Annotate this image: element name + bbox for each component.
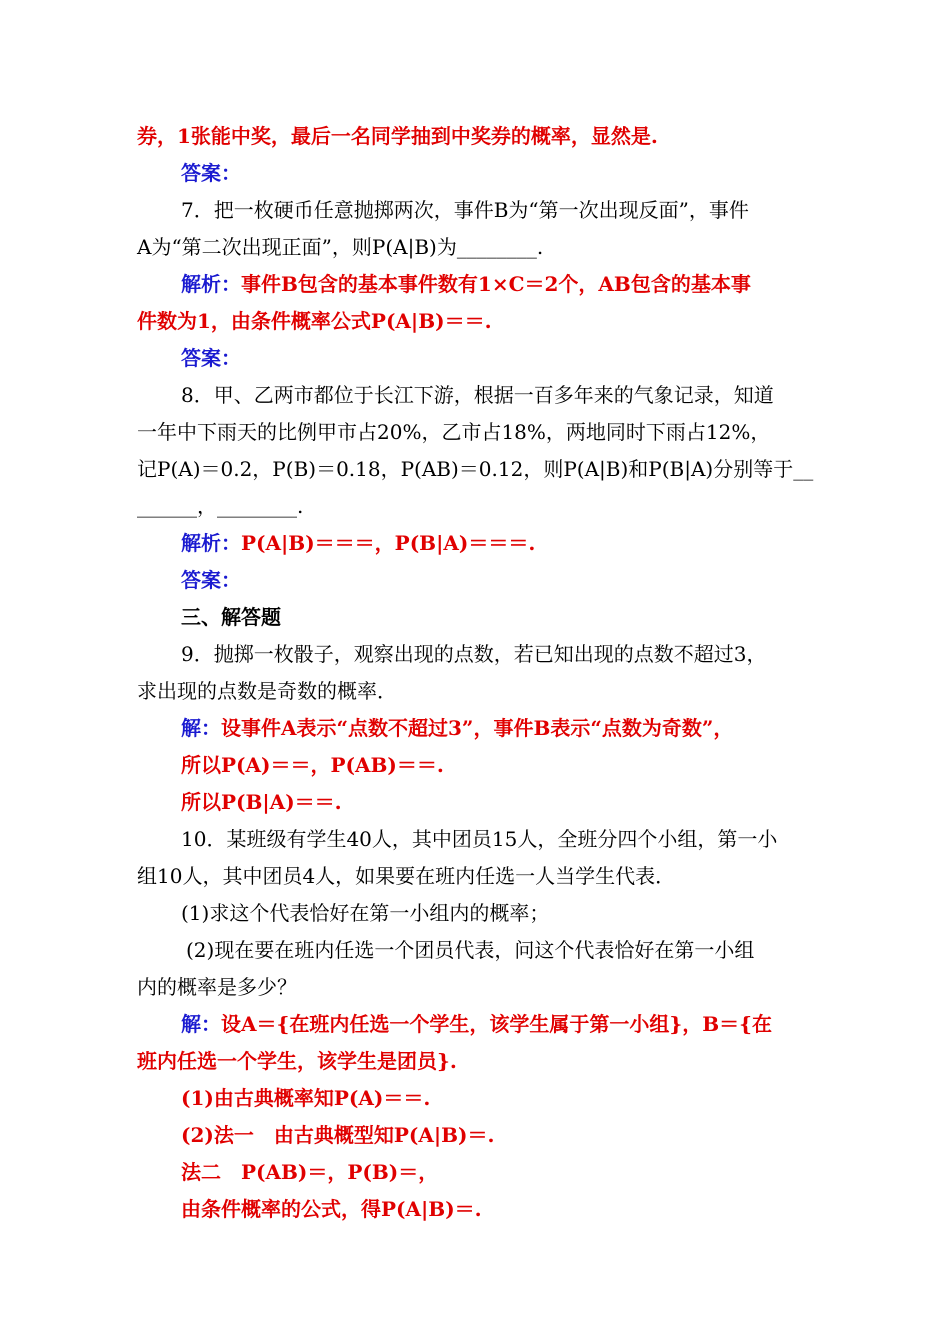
solution-10-line: (2)法一 由古典概型知P(A|B)＝. xyxy=(181,1123,495,1147)
solution-label: 解： xyxy=(181,716,221,740)
question-8-line: ______，________. xyxy=(137,494,304,518)
solution-10-line: 由条件概率的公式，得P(A|B)＝. xyxy=(181,1197,482,1221)
solution-7-line: 件数为1，由条件概率公式P(A|B)＝＝. xyxy=(137,309,492,333)
question-8-line: 一年中下雨天的比例甲市占20%，乙市占18%，两地同时下雨占12%， xyxy=(137,420,771,444)
solution-9-line xyxy=(137,710,817,747)
analysis-label: 解析： xyxy=(181,531,241,555)
question-7-line: 7．把一枚硬币任意抛掷两次，事件B为“第一次出现反面”，事件 xyxy=(181,198,749,222)
document-page xyxy=(137,118,817,1228)
solution-10-line: (1)由古典概率知P(A)＝＝. xyxy=(181,1086,431,1110)
answer-label: 答案： xyxy=(181,568,241,592)
question-10-part-2: 内的概率是多少？ xyxy=(137,975,297,999)
solution-text: P(AB)＝，P(B)＝， xyxy=(241,1160,439,1184)
solution-10-line xyxy=(137,1154,817,1191)
solution-text: 设A＝{在班内任选一个学生，该学生属于第一小组}，B＝{在 xyxy=(221,1012,773,1036)
solution-text: 设事件A表示“点数不超过3”，事件B表示“点数为奇数”， xyxy=(221,716,734,740)
method-label: 法二 xyxy=(181,1160,221,1184)
question-10-line: 10．某班级有学生40人，其中团员15人，全班分四个小组，第一小 xyxy=(181,827,778,851)
question-9-line: 求出现的点数是奇数的概率． xyxy=(137,679,397,703)
answer-label: 答案： xyxy=(181,346,241,370)
solution-9-line: 所以P(A)＝＝，P(AB)＝＝. xyxy=(181,753,444,777)
solution-7-line xyxy=(137,266,817,303)
solution-text: P(A|B)＝＝＝，P(B|A)＝＝＝. xyxy=(241,531,536,555)
solution-label: 解： xyxy=(181,1012,221,1036)
question-8-line: 8．甲、乙两市都位于长江下游，根据一百多年来的气象记录，知道 xyxy=(181,383,774,407)
question-10-part-2: (2)现在要在班内任选一个团员代表，问这个代表恰好在第一小组 xyxy=(186,938,755,962)
solution-8-line xyxy=(137,525,817,562)
solution-9-line: 所以P(B|A)＝＝. xyxy=(181,790,342,814)
analysis-label: 解析： xyxy=(181,272,241,296)
answer-label: 答案： xyxy=(181,161,241,185)
question-10-line: 组10人，其中团员4人，如果要在班内任选一人当学生代表． xyxy=(137,864,676,888)
solution-line: 券，1张能中奖，最后一名同学抽到中奖券的概率，显然是. xyxy=(137,124,658,148)
question-7-line: A为“第二次出现正面”，则P(A|B)为________. xyxy=(137,235,544,259)
question-10-part-1: (1)求这个代表恰好在第一小组内的概率； xyxy=(181,901,550,925)
question-8-line: 记P(A)＝0.2，P(B)＝0.18，P(AB)＝0.12，则P(A|B)和P(B|A)分别等于__ xyxy=(137,457,814,481)
solution-text: 事件B包含的基本事件数有1×C＝2个，AB包含的基本事 xyxy=(241,272,751,296)
solution-10-line xyxy=(137,1006,817,1043)
question-9-line: 9．抛掷一枚骰子，观察出现的点数，若已知出现的点数不超过3， xyxy=(181,642,767,666)
section-heading: 三、解答题 xyxy=(181,605,281,629)
solution-10-line: 班内任选一个学生，该学生是团员}. xyxy=(137,1049,457,1073)
